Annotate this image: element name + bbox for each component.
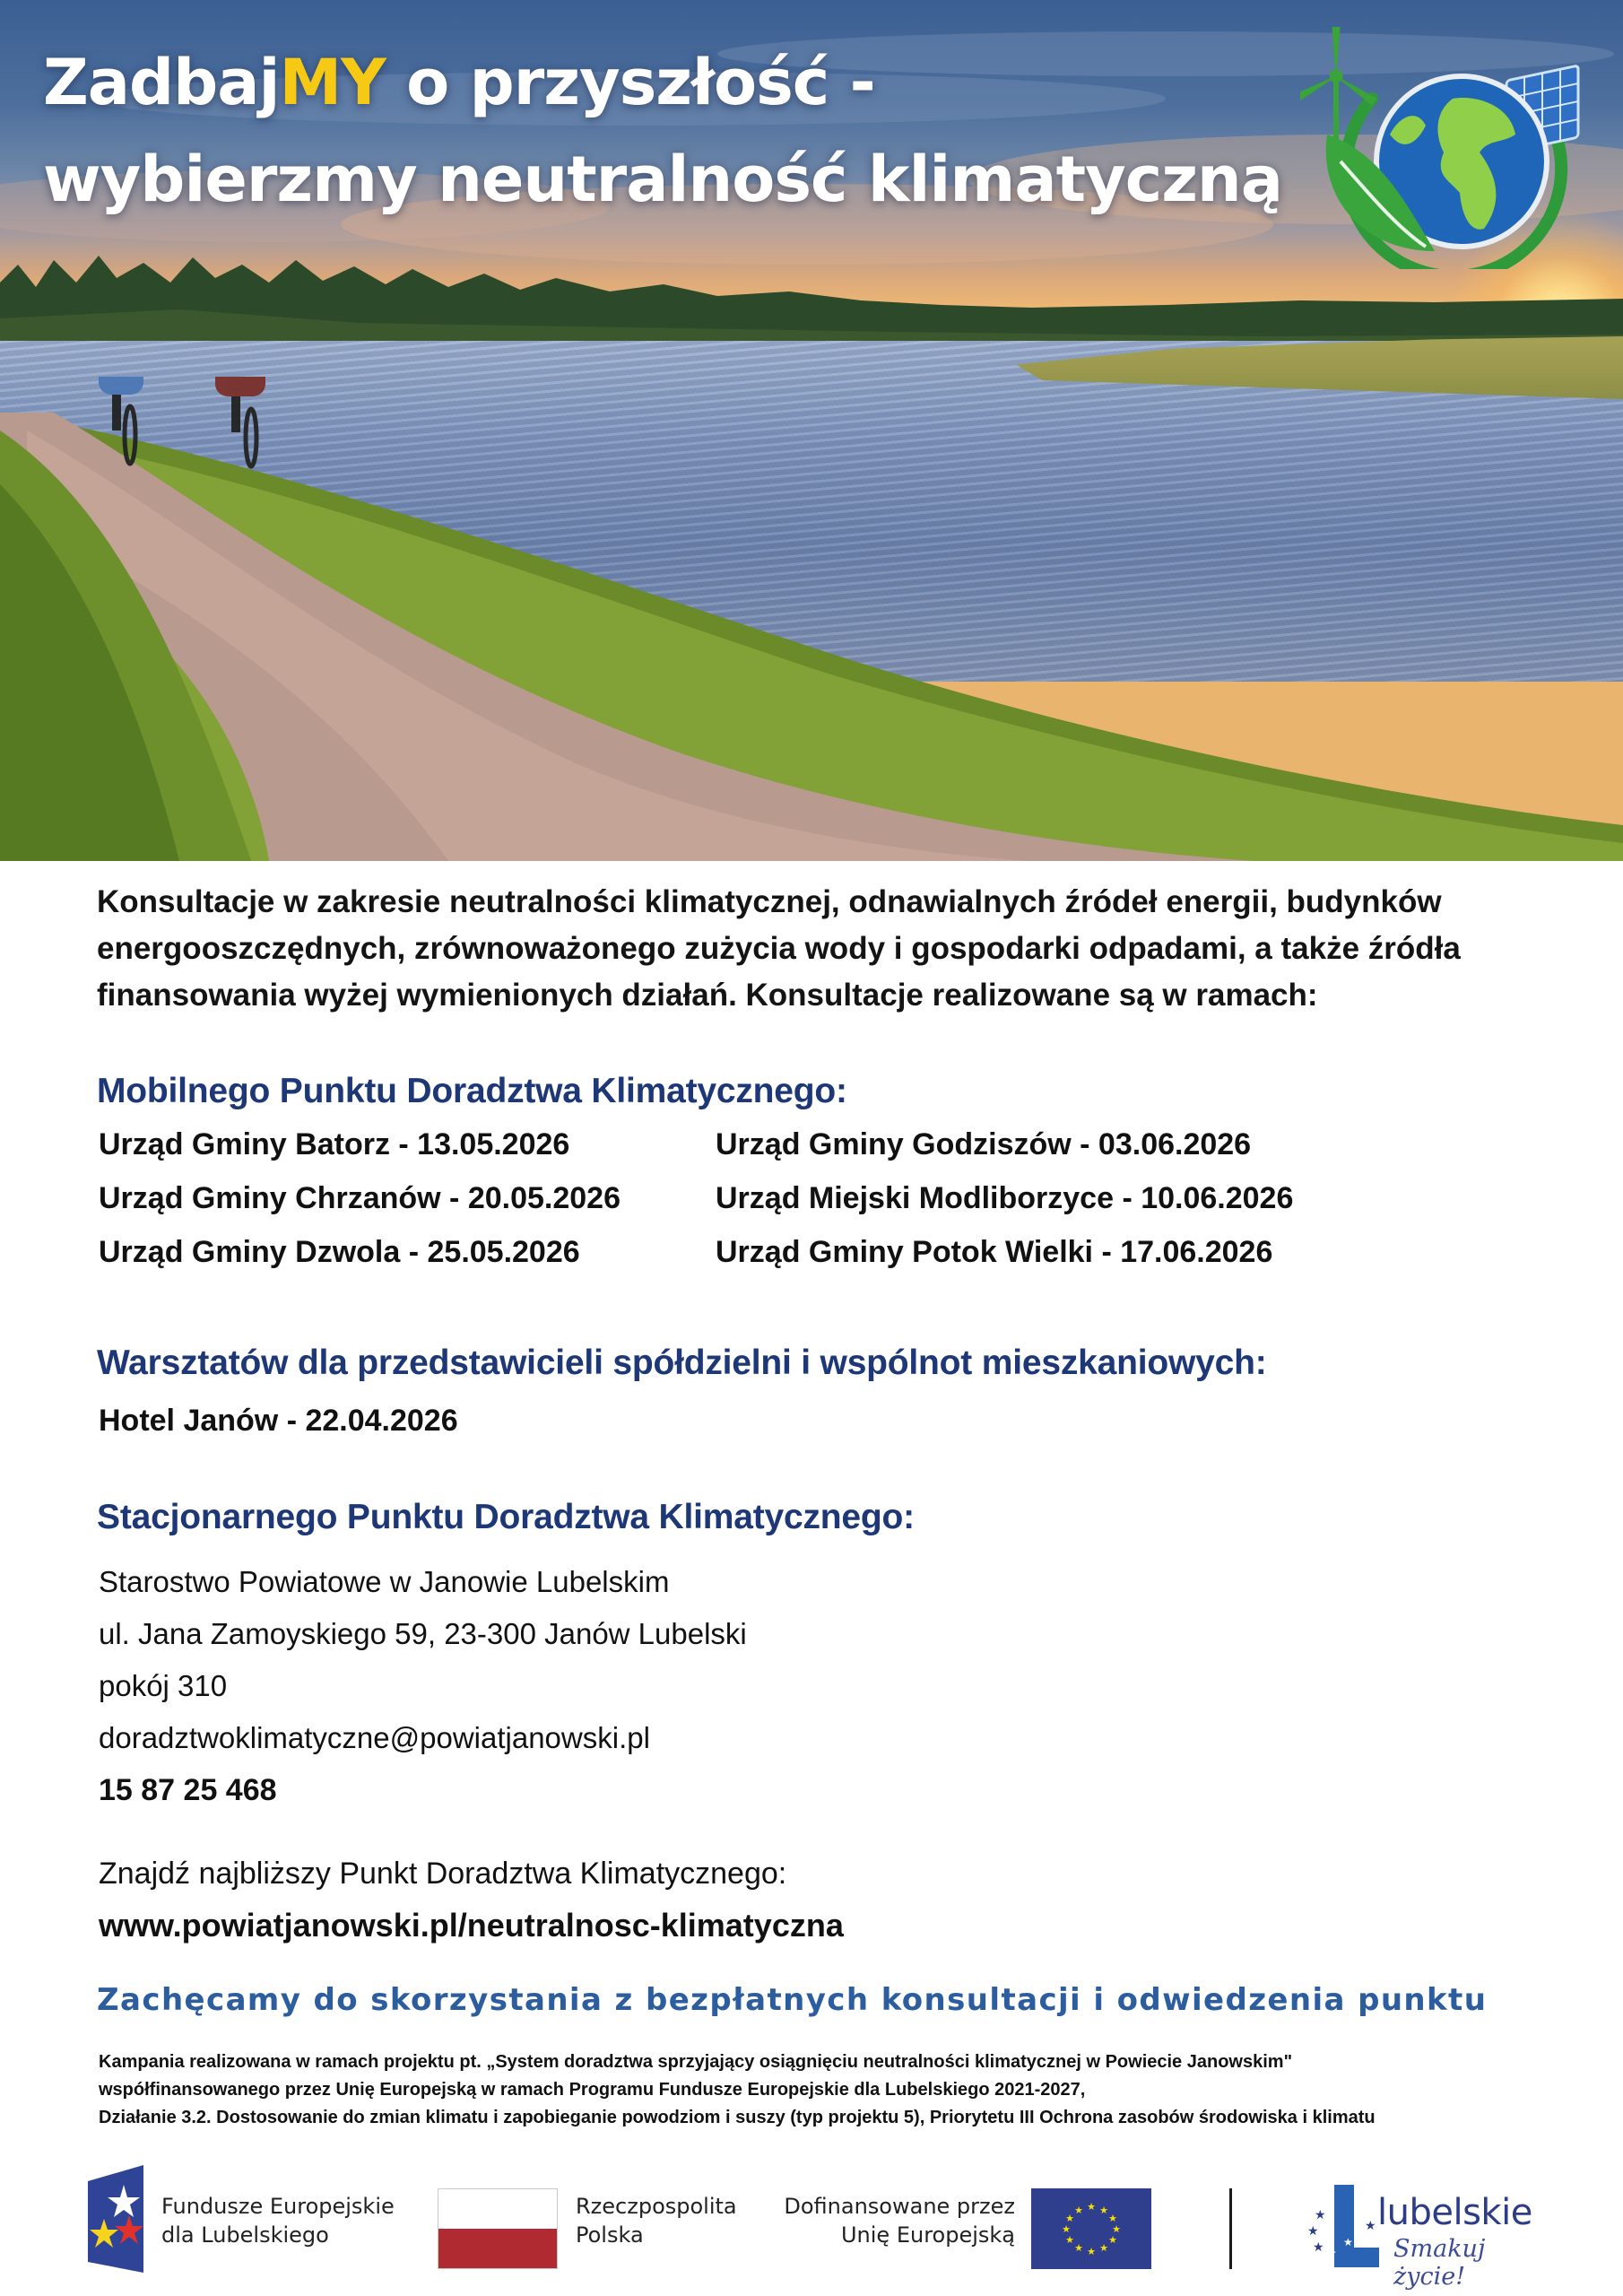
lubelskie-tagline: Smakuj życie! (1393, 2235, 1486, 2291)
list-item: Urząd Gminy Batorz - 13.05.2026 (99, 1127, 570, 1161)
svg-text:★: ★ (1065, 2234, 1074, 2246)
svg-text:★: ★ (1074, 2242, 1083, 2254)
intro-paragraph: Konsultacje w zakresie neutralności klimatycznej, odnawialnych źródeł energii, budynków energooszczędnych, zrównoważonego zużycia wody i gospodarki odpadami, a także źródła finansowania wyżej wymienionych działań. Konsultacje realizowane są w ramach: (97, 884, 1461, 1013)
mobile-heading: Mobilnego Punktu Doradztwa Klimatycznego: (97, 1072, 847, 1110)
svg-text:★: ★ (1343, 2236, 1353, 2248)
poland-flag-icon (438, 2188, 558, 2269)
stationary-heading: Stacjonarnego Punktu Doradztwa Klimatycznego: (97, 1498, 915, 1536)
office-room: pokój 310 (99, 1669, 228, 1702)
hero-banner (0, 0, 1623, 861)
eu-line2: Unię Europejską (840, 2222, 1015, 2248)
logo-divider (1229, 2188, 1232, 2269)
eu-flag-icon (1031, 2188, 1151, 2269)
svg-text:★: ★ (1087, 2201, 1096, 2213)
office-address: ul. Jana Zamoyskiego 59, 23-300 Janów Lubelski (99, 1617, 747, 1650)
workshops-heading: Warsztatów dla przedstawicieli spółdzielni i wspólnot mieszkaniowych: (97, 1344, 1267, 1382)
disclaimer-line: Działanie 3.2. Dostosowanie do zmian klimatu i zapobieganie powodziom i suszy (typ projektu 5), Priorytetu III Ochrona zasobów środowiska i klimatu (99, 2108, 1376, 2127)
eu-line1: Dofinansowane przez (784, 2194, 1015, 2219)
svg-text:★: ★ (1112, 2223, 1121, 2235)
svg-text:★: ★ (1087, 2246, 1096, 2257)
title-part2: o przyszłość - (385, 46, 875, 119)
disclaimer-line: współfinansowanego przez Unię Europejską w ramach Programu Fundusze Europejskie dla Lubelskiego 2021-2027, (99, 2080, 1086, 2100)
title-line2: wybierzmy neutralność klimatyczną (43, 143, 1283, 216)
fundusze-europejskie-icon (88, 2165, 143, 2273)
lubelskie-l-icon (1307, 2185, 1379, 2274)
funding-logos-bar (0, 2152, 1623, 2291)
list-item: Urząd Gminy Godziszów - 03.06.2026 (716, 1127, 1252, 1161)
svg-text:★: ★ (1074, 2205, 1083, 2216)
list-item: Urząd Gminy Chrzanów - 20.05.2026 (99, 1181, 621, 1215)
title-part1: Zadbaj (43, 46, 280, 119)
eu-cofinanced-label (780, 2192, 1015, 2249)
svg-text:★: ★ (1315, 2208, 1326, 2222)
list-item: Urząd Gminy Dzwola - 25.05.2026 (99, 1235, 580, 1269)
svg-text:★: ★ (1062, 2223, 1071, 2235)
phone-number[interactable]: 15 87 25 468 (99, 1773, 277, 1807)
find-label: Znajdź najbliższy Punkt Doradztwa Klimatycznego: (99, 1857, 787, 1891)
office-name: Starostwo Powiatowe w Janowie Lubelskim (99, 1565, 670, 1598)
svg-text:★: ★ (1327, 2247, 1337, 2259)
pl-line1: Rzeczpospolita (576, 2194, 737, 2219)
encourage-banner: Zachęcamy do skorzystania z bezpłatnych konsultacji i odwiedzenia punktu (97, 1982, 1488, 2018)
svg-text:★: ★ (1313, 2240, 1324, 2255)
svg-text:★: ★ (1108, 2234, 1117, 2246)
list-item: Urząd Miejski Modliborzyce - 10.06.2026 (716, 1181, 1294, 1215)
rzeczpospolita-label (576, 2192, 737, 2249)
list-item: Urząd Gminy Potok Wielki - 17.06.2026 (716, 1235, 1273, 1269)
mobile-locations-list (99, 1126, 1354, 1271)
find-nearest-point (99, 1848, 1354, 1952)
svg-text:★: ★ (1108, 2213, 1117, 2224)
stationary-contact (99, 1556, 1175, 1816)
svg-text:★: ★ (1307, 2224, 1319, 2239)
svg-text:★: ★ (1065, 2213, 1074, 2224)
website-link[interactable]: www.powiatjanowski.pl/neutralnosc-klimatyczna (99, 1907, 844, 1944)
fundusze-europejskie-label (161, 2192, 395, 2249)
svg-text:★: ★ (1365, 2219, 1376, 2233)
globe-wind-turbine-solar-leaf-icon (1300, 27, 1605, 269)
lubelskie-logo (1307, 2185, 1541, 2291)
email-link[interactable]: doradztwoklimatyczne@powiatjanowski.pl (99, 1721, 650, 1754)
workshop-venue: Hotel Janów - 22.04.2026 (99, 1404, 458, 1438)
svg-text:★: ★ (1099, 2205, 1108, 2216)
fe-line1: Fundusze Europejskie (161, 2194, 395, 2219)
title-accent: MY (279, 46, 386, 119)
funding-disclaimer (99, 2048, 1587, 2132)
disclaimer-line: Kampania realizowana w ramach projektu pt. „System doradztwa sprzyjający osiągnięciu neutralności klimatycznej w Powiecie Janowskim" (99, 2052, 1293, 2072)
hero-title (43, 34, 1298, 228)
pl-line2: Polska (576, 2222, 644, 2248)
lubelskie-wordmark: lubelskie (1377, 2192, 1532, 2233)
lakeside-path (0, 377, 1623, 861)
cyclist-red (215, 377, 265, 466)
svg-text:★: ★ (1099, 2242, 1108, 2254)
fe-line2: dla Lubelskiego (161, 2222, 329, 2248)
